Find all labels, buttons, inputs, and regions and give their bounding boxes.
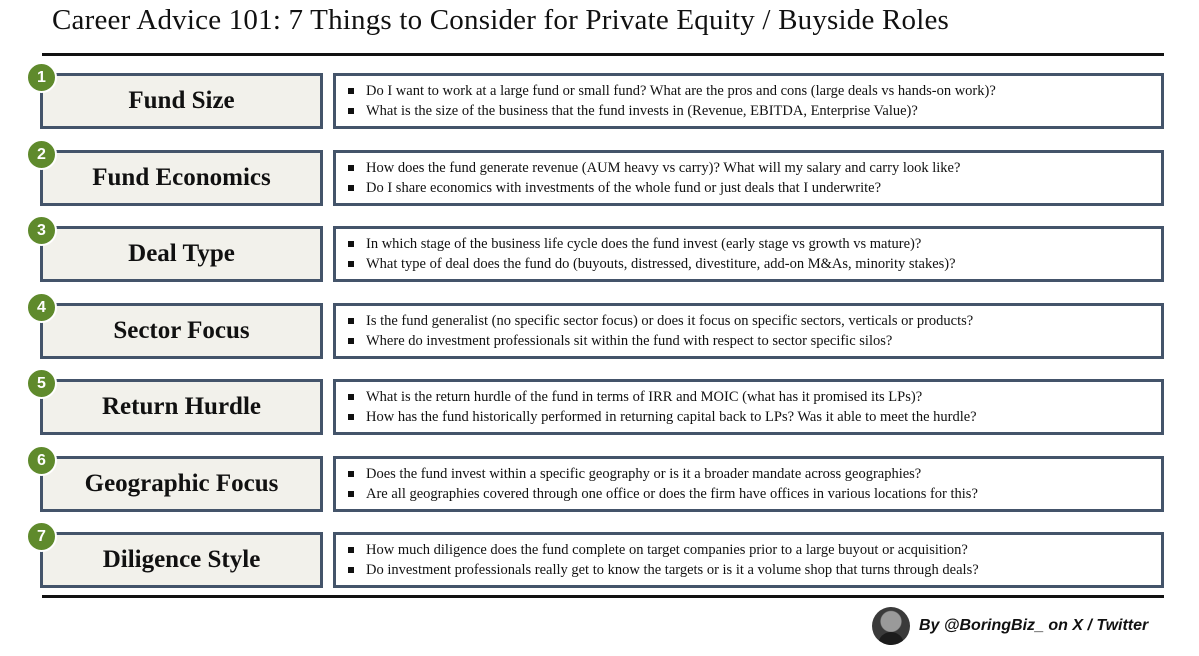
item-label-box: [40, 379, 323, 435]
number-badge: 2: [26, 139, 57, 170]
square-bullet-icon: [348, 108, 354, 114]
list-item: [346, 101, 1161, 121]
item-points-list: [346, 234, 1161, 274]
item-points-list: [346, 311, 1161, 351]
avatar: [872, 607, 910, 645]
list-item: [346, 331, 1161, 351]
item-description-box: [333, 532, 1164, 588]
item-row-1: [0, 68, 1199, 129]
square-bullet-icon: [348, 491, 354, 497]
item-label-box: [40, 226, 323, 282]
number-badge: 3: [26, 215, 57, 246]
item-points-list: [346, 387, 1161, 427]
point-text: In which stage of the business life cycle does the fund invest (early stage vs growth vs mature)?: [366, 236, 922, 252]
item-label-box: [40, 532, 323, 588]
list-item: [346, 464, 1161, 484]
avatar-silhouette: [878, 632, 904, 645]
list-item: [346, 407, 1161, 427]
item-row-7: [0, 527, 1199, 588]
item-label: Fund Size: [128, 87, 235, 114]
square-bullet-icon: [348, 318, 354, 324]
square-bullet-icon: [348, 547, 354, 553]
point-text: What is the return hurdle of the fund in terms of IRR and MOIC (what has it promised its LPs)?: [366, 389, 923, 405]
item-label-box: [40, 150, 323, 206]
list-item: [346, 254, 1161, 274]
bottom-divider: [42, 595, 1164, 598]
square-bullet-icon: [348, 261, 354, 267]
list-item: [346, 540, 1161, 560]
number-badge: 6: [26, 445, 57, 476]
square-bullet-icon: [348, 185, 354, 191]
item-points-list: [346, 540, 1161, 580]
item-label: Diligence Style: [102, 546, 261, 573]
point-text: Where do investment professionals sit within the fund with respect to sector specific silos?: [366, 333, 893, 349]
item-row-5: [0, 374, 1199, 435]
item-row-6: [0, 451, 1199, 512]
item-label: Fund Economics: [92, 164, 271, 191]
item-points-list: [346, 81, 1161, 121]
point-text: Are all geographies covered through one office or does the firm have offices in various locations for this?: [366, 486, 978, 502]
item-label-box: [40, 73, 323, 129]
square-bullet-icon: [348, 567, 354, 573]
page-title: Career Advice 101: 7 Things to Consider for Private Equity / Buyside Roles: [52, 4, 950, 36]
point-text: What is the size of the business that the fund invests in (Revenue, EBITDA, Enterprise Value)?: [366, 103, 918, 119]
list-item: [346, 387, 1161, 407]
list-item: [346, 560, 1161, 580]
list-item: [346, 81, 1161, 101]
author-credit: [872, 606, 1148, 646]
square-bullet-icon: [348, 88, 354, 94]
point-text: Does the fund invest within a specific geography or is it a broader mandate across geographies?: [366, 466, 922, 482]
number-badge: 1: [26, 62, 57, 93]
number-badge: 5: [26, 368, 57, 399]
item-description-box: [333, 150, 1164, 206]
item-row-4: [0, 298, 1199, 359]
point-text: Do I want to work at a large fund or small fund? What are the pros and cons (large deals vs hands-on work)?: [366, 83, 996, 99]
item-description-box: [333, 303, 1164, 359]
number-badge: 4: [26, 292, 57, 323]
point-text: How has the fund historically performed in returning capital back to LPs? Was it able to meet the hurdle?: [366, 409, 977, 425]
item-label: Sector Focus: [113, 317, 250, 344]
item-label: Return Hurdle: [101, 393, 262, 420]
list-item: [346, 311, 1161, 331]
item-label: Geographic Focus: [84, 470, 279, 497]
square-bullet-icon: [348, 471, 354, 477]
item-points-list: [346, 464, 1161, 504]
list-item: [346, 178, 1161, 198]
square-bullet-icon: [348, 338, 354, 344]
list-item: [346, 234, 1161, 254]
square-bullet-icon: [348, 394, 354, 400]
item-description-box: [333, 379, 1164, 435]
item-row-2: [0, 145, 1199, 206]
point-text: Is the fund generalist (no specific sector focus) or does it focus on specific sectors, verticals or products?: [366, 313, 974, 329]
item-label-box: [40, 303, 323, 359]
square-bullet-icon: [348, 165, 354, 171]
top-divider: [42, 53, 1164, 56]
item-row-3: [0, 221, 1199, 282]
point-text: Do I share economics with investments of the whole fund or just deals that I underwrite?: [366, 180, 882, 196]
item-label-box: [40, 456, 323, 512]
item-description-box: [333, 73, 1164, 129]
square-bullet-icon: [348, 241, 354, 247]
item-description-box: [333, 456, 1164, 512]
number-badge: 7: [26, 521, 57, 552]
point-text: Do investment professionals really get to know the targets or is it a volume shop that turns through deals?: [366, 562, 979, 578]
point-text: How does the fund generate revenue (AUM heavy vs carry)? What will my salary and carry look like?: [366, 160, 961, 176]
item-label: Deal Type: [128, 240, 235, 267]
square-bullet-icon: [348, 414, 354, 420]
point-text: How much diligence does the fund complete on target companies prior to a large buyout or acquisition?: [366, 542, 968, 558]
byline-text: By @BoringBiz_ on X / Twitter: [919, 617, 1149, 634]
item-points-list: [346, 158, 1161, 198]
item-description-box: [333, 226, 1164, 282]
list-item: [346, 158, 1161, 178]
point-text: What type of deal does the fund do (buyouts, distressed, divestiture, add-on M&As, minority stakes)?: [366, 256, 956, 272]
list-item: [346, 484, 1161, 504]
